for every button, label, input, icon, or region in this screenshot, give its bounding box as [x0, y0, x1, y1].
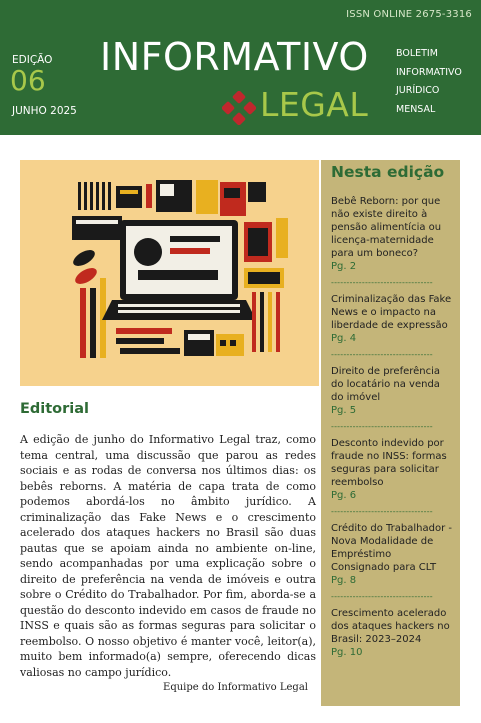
toc-item-text: Bebê Reborn: por que não existe direito à pensão alimentícia ou licença-maternidade para um boneco?	[331, 196, 442, 259]
toc-item-page: Pg. 4	[331, 333, 357, 344]
issn-label: ISSN ONLINE 2675-3316	[346, 9, 472, 20]
toc-separator: ---------------------------------	[331, 507, 433, 516]
bulletin-descriptor	[396, 45, 462, 119]
toc-separator: ---------------------------------	[331, 592, 433, 601]
toc-item-page: Pg. 8	[331, 575, 357, 586]
edition-number: 06	[10, 64, 46, 97]
toc-item[interactable]	[331, 195, 452, 273]
toc-item[interactable]	[331, 437, 452, 502]
toc-item-text: Direito de preferência do locatário na venda do imóvel	[331, 366, 441, 403]
edition-label: EDIÇÃO	[12, 54, 53, 66]
toc-item-text: Desconto indevido por fraude no INSS: formas seguras para solicitar reembolso	[331, 438, 447, 488]
toc-item-text: Criminalização das Fake News e o impacto na liberdade de expressão	[331, 294, 452, 331]
toc-sidebar	[321, 160, 460, 706]
cover-illustration	[20, 160, 319, 386]
toc-item[interactable]	[331, 607, 452, 659]
editorial-paragraph: A edição de junho do Informativo Legal traz, como tema central, uma discussão que parou as redes sociais e as rodas de conversa nos últimos dias: os bebês reborns. A matéria de capa trata de como podemos abordá-los no âmbito jurídico. A criminalização das Fake News e o crescimento acelerado dos ataques hackers no Brasil são duas pautas que se apoiam ainda no ambiente on-line, sendo acompanhadas por uma explicação sobre o direito de preferência na venda de imóveis e outra sobre o Crédito do Trabalhador. Por fim, aborda-se a questão do desconto indevido em casos de fraude no INSS e quais são as formas seguras para solicitar o reembolso. O nosso objetivo é manter você, leitor(a), muito bem informado(a) sempre, oferecendo dicas valiosas no campo jurídico.	[20, 433, 316, 679]
editorial-body	[20, 432, 316, 680]
bulletin-line: MENSAL	[396, 103, 436, 115]
bulletin-line: INFORMATIVO	[396, 66, 462, 78]
legal-logo-icon	[222, 91, 256, 125]
toc-separator: ---------------------------------	[331, 350, 433, 359]
masthead-title: INFORMATIVO	[100, 35, 369, 79]
toc-item-text: Crescimento acelerado dos ataques hackers no Brasil: 2023–2024	[331, 608, 450, 645]
bulletin-line: BOLETIM	[396, 48, 438, 59]
legal-word: LEGAL	[260, 85, 369, 124]
toc-item[interactable]	[331, 522, 452, 587]
toc-item-page: Pg. 2	[331, 261, 357, 272]
edition-date: JUNHO 2025	[12, 105, 77, 117]
bulletin-line: JURÍDICO	[396, 85, 440, 96]
toc-item-text: Crédito do Trabalhador - Nova Modalidade de Empréstimo Consignado para CLT	[331, 523, 452, 573]
toc-item-page: Pg. 10	[331, 647, 363, 658]
toc-title: Nesta edição	[331, 163, 445, 181]
editorial-heading: Editorial	[20, 401, 90, 417]
toc-item-page: Pg. 5	[331, 405, 357, 416]
cover-illustration-art	[20, 160, 319, 386]
editorial-signature: Equipe do Informativo Legal	[163, 682, 308, 693]
masthead	[0, 0, 481, 135]
toc-separator: ---------------------------------	[331, 278, 433, 287]
toc-separator: ---------------------------------	[331, 422, 433, 431]
toc-item[interactable]	[331, 365, 452, 417]
toc-item-page: Pg. 6	[331, 490, 357, 501]
toc-item[interactable]	[331, 293, 452, 345]
legal-brand	[222, 86, 392, 126]
